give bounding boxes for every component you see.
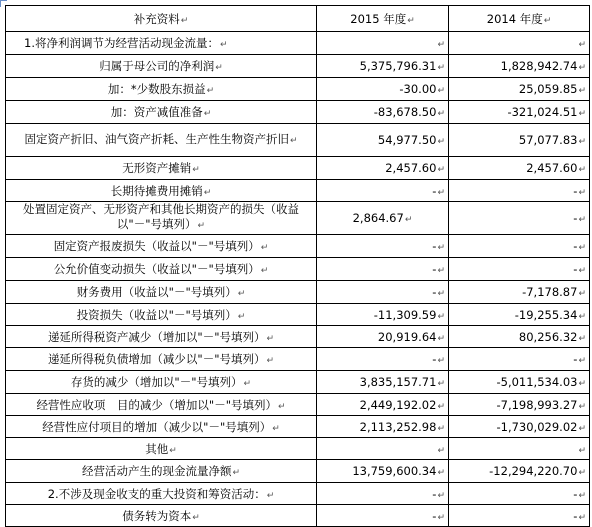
row-value-2015: -83,678.50↵ bbox=[317, 101, 449, 124]
row-value-2014: -↵ bbox=[449, 348, 590, 371]
row-value-2015: 2,864.67↵ bbox=[317, 202, 449, 235]
row-item: 经营活动产生的现金流量净额↵ bbox=[6, 460, 317, 483]
table-row bbox=[6, 55, 590, 78]
row-value-2014: -1,730,029.02↵ bbox=[449, 416, 590, 438]
row-value-2015: 5,375,796.31↵ bbox=[317, 55, 449, 78]
row-value-2015: 54,977.50↵ bbox=[317, 124, 449, 157]
table-row bbox=[6, 235, 590, 258]
row-value-2015: -↵ bbox=[317, 281, 449, 304]
row-value-2015: ↵ bbox=[317, 32, 449, 55]
cash-flow-supplement-table bbox=[5, 5, 590, 527]
row-item: 递延所得税资产减少（增加以"－"号填列）↵ bbox=[6, 326, 317, 348]
row-item: 其他↵ bbox=[6, 438, 317, 460]
row-item: 递延所得税负债增加（减少以"－"号填列）↵ bbox=[6, 348, 317, 371]
header-row bbox=[6, 6, 590, 32]
row-item: 归属于母公司的净利润↵ bbox=[6, 55, 317, 78]
row-value-2015: 20,919.64↵ bbox=[317, 326, 449, 348]
row-value-2014: -↵ bbox=[449, 202, 590, 235]
row-item: 加：资产减值准备↵ bbox=[6, 101, 317, 124]
row-value-2014: -19,255.34↵ bbox=[449, 304, 590, 326]
header-2015: 2015 年度↵ bbox=[317, 6, 449, 32]
row-value-2014: -↵ bbox=[449, 505, 590, 527]
table-row bbox=[6, 460, 590, 483]
row-item: 经营性应收项 目的减少（增加以"－"号填列）↵ bbox=[6, 394, 317, 416]
header-2014: 2014 年度↵ bbox=[449, 6, 590, 32]
row-value-2014: -321,024.51↵ bbox=[449, 101, 590, 124]
row-value-2014: -12,294,220.70↵ bbox=[449, 460, 590, 483]
row-value-2015: 3,835,157.71↵ bbox=[317, 371, 449, 394]
table-row bbox=[6, 505, 590, 527]
row-value-2015: 2,113,252.98↵ bbox=[317, 416, 449, 438]
header-item: 补充资料↵ bbox=[6, 6, 317, 32]
row-value-2014: -↵ bbox=[449, 483, 590, 505]
row-value-2014: -7,198,993.27↵ bbox=[449, 394, 590, 416]
row-item: 固定资产报废损失（收益以"－"号填列）↵ bbox=[6, 235, 317, 258]
table-row bbox=[6, 348, 590, 371]
row-item: 债务转为资本↵ bbox=[6, 505, 317, 527]
table-row bbox=[6, 416, 590, 438]
table-row bbox=[6, 157, 590, 180]
table-row bbox=[6, 202, 590, 235]
row-item: 投资损失（收益以"－"号填列）↵ bbox=[6, 304, 317, 326]
row-value-2014: 2,457.60↵ bbox=[449, 157, 590, 180]
row-value-2014: -↵ bbox=[449, 235, 590, 258]
row-value-2014: -↵ bbox=[449, 180, 590, 202]
row-item: 存货的减少（增加以"－"号填列）↵ bbox=[6, 371, 317, 394]
row-item: 加：*少数股东损益↵ bbox=[6, 78, 317, 101]
row-value-2015: -↵ bbox=[317, 258, 449, 281]
row-item: 2.不涉及现金收支的重大投资和筹资活动：↵ bbox=[6, 483, 317, 505]
row-value-2015: ↵ bbox=[317, 438, 449, 460]
table-row bbox=[6, 180, 590, 202]
table-row bbox=[6, 394, 590, 416]
table-row bbox=[6, 438, 590, 460]
table-row bbox=[6, 258, 590, 281]
table-row bbox=[6, 78, 590, 101]
row-item: 无形资产摊销↵ bbox=[6, 157, 317, 180]
table-row bbox=[6, 124, 590, 157]
table-row bbox=[6, 371, 590, 394]
row-value-2015: -↵ bbox=[317, 505, 449, 527]
row-value-2014: -↵ bbox=[449, 258, 590, 281]
row-value-2015: -11,309.59↵ bbox=[317, 304, 449, 326]
row-value-2015: 2,449,192.02↵ bbox=[317, 394, 449, 416]
table-row bbox=[6, 101, 590, 124]
row-value-2015: 13,759,600.34↵ bbox=[317, 460, 449, 483]
row-value-2015: -↵ bbox=[317, 348, 449, 371]
row-value-2014: 80,256.32↵ bbox=[449, 326, 590, 348]
row-item: 固定资产折旧、油气资产折耗、生产性生物资产折旧↵ bbox=[6, 124, 317, 157]
row-item: 1.将净利润调节为经营活动现金流量：↵ bbox=[6, 32, 317, 55]
row-item: 经营性应付项目的增加（减少以"－"号填列）↵ bbox=[6, 416, 317, 438]
table-row bbox=[6, 281, 590, 304]
table-row bbox=[6, 326, 590, 348]
table-row bbox=[6, 304, 590, 326]
row-value-2014: ↵ bbox=[449, 32, 590, 55]
table-row bbox=[6, 32, 590, 55]
row-value-2015: -↵ bbox=[317, 180, 449, 202]
table-row bbox=[6, 483, 590, 505]
row-item: 财务费用（收益以"－"号填列）↵ bbox=[6, 281, 317, 304]
row-value-2014: 1,828,942.74↵ bbox=[449, 55, 590, 78]
row-value-2014: ↵ bbox=[449, 438, 590, 460]
row-value-2015: 2,457.60↵ bbox=[317, 157, 449, 180]
row-value-2014: 25,059.85↵ bbox=[449, 78, 590, 101]
row-item: 处置固定资产、无形资产和其他长期资产的损失（收益以"－"号填列）↵ bbox=[6, 202, 317, 235]
row-value-2015: -↵ bbox=[317, 483, 449, 505]
row-value-2014: -5,011,534.03↵ bbox=[449, 371, 590, 394]
row-item: 公允价值变动损失（收益以"－"号填列）↵ bbox=[6, 258, 317, 281]
row-value-2014: -7,178.87↵ bbox=[449, 281, 590, 304]
row-value-2014: 57,077.83↵ bbox=[449, 124, 590, 157]
row-item: 长期待摊费用摊销↵ bbox=[6, 180, 317, 202]
row-value-2015: -↵ bbox=[317, 235, 449, 258]
row-value-2015: -30.00↵ bbox=[317, 78, 449, 101]
